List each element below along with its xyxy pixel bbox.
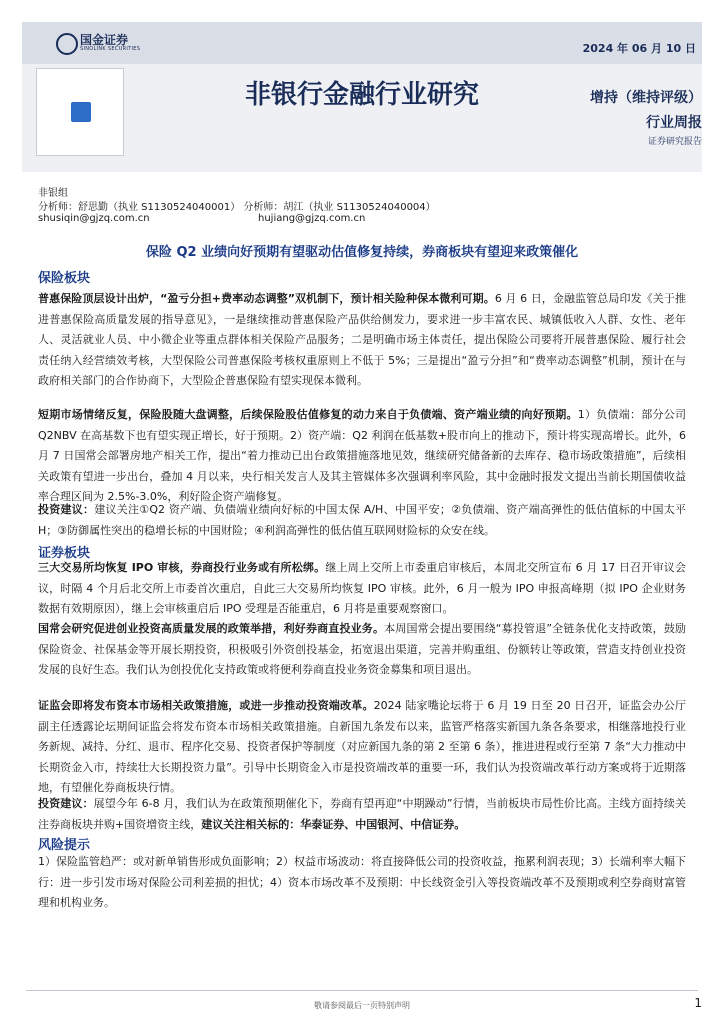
- paragraph-inclusive-insurance: [38, 289, 686, 392]
- para-bold: 投资建议：: [38, 503, 95, 516]
- para-text: 2024 陆家嘴论坛将于 6 月 19 日至 20 日召开，证监会办公厅副主任透露论坛期间证监会将发布资本市场相关政策措施。自新国九条发布以来，监管严格落实新国九条各条要求，相继落地投行业务新规、减持、分红、退市、程序化交易、投资者保护等制度（对应新国九条的第 2 至第 6 条），推进进程或行至第 7 条“大力推动中长期资金入市，持续壮大长期投资力量”。引导中长期资金入市是投资端改革的重要一环，我们认为投资端改革行动方案或将于近期落地，有望催化券商板块行情。: [38, 699, 686, 794]
- para-bold: 普惠保险顶层设计出炉，“盈亏分担+费率动态调整”双机制下，预计相关险种保本微利可期。: [38, 292, 495, 305]
- paragraph-venture: [38, 619, 686, 681]
- company-name-en: SINOLINK SECURITIES: [80, 46, 141, 52]
- analyst-email-1[interactable]: shusiqin@gjzq.com.cn: [38, 213, 150, 224]
- footer-disclaimer[interactable]: 敬请参阅最后一页特别声明: [314, 1001, 410, 1010]
- para-bold: 国常会研究促进创业投资高质量发展的政策举措，利好券商直投业务。: [38, 622, 385, 635]
- paragraph-ipo: [38, 558, 686, 620]
- analyst-email-2[interactable]: hujiang@gjzq.com.cn: [258, 213, 366, 224]
- sector-group: 非银组: [38, 188, 68, 199]
- section-broker: 证券板块: [38, 546, 91, 561]
- report-subtype: 证券研究报告: [647, 137, 702, 147]
- rating: 增持（维持评级）: [590, 90, 702, 106]
- para-text: 展望今年 6-8 月，我们认为在政策预期催化下，券商有望再迎“中期躁动”行情，当前板块市局性价比高。主线方面持续关注券商板块并购+国资增资主线，: [38, 797, 686, 831]
- para-text: 建议关注①Q2 资产端、负债端业绩向好标的中国太保 A/H、中国平安；②负债端、资产端高弹性的低估值标的中国太平 H；③防御属性突出的稳增长标的中国财险；④利润高弹性的低估值互联网财险标的众安在线。: [38, 503, 687, 537]
- paragraph-broker-advice: [38, 794, 686, 835]
- report-date: 2024 年 06 月 10 日: [582, 42, 696, 55]
- paragraph-insurance-advice: [38, 500, 686, 541]
- main-headline: 保险 Q2 业绩向好预期有望驱动估值修复持续，券商板块有望迎来政策催化: [145, 245, 579, 260]
- para-text: 6 月 6 日，金融监管总局印发《关于推进普惠保险高质量发展的指导意见》，一是继续推动普惠保险产品供给侧发力，要求进一步丰富农民、城镇低收入人群、女性、老年人、灵活就业人员、中小微企业等重点群体相关保险产品服务；二是明确市场主体责任，提出保险公司要将开展普惠保险、履行社会责任纳入经营绩效考核，大型保险公司普惠保险考核权重原则上不低于 5%；三是提出“盈亏分担”和“费率动态调整”机制，预计在与政府相关部门的合作协商下，大型险企普惠保险有望实现保本微利。: [38, 292, 686, 387]
- para-text: 本周国常会提出要围绕“募投管退”全链条优化支持政策，鼓励保险资金、社保基金等开展长期投资，积极吸引外资创投基金，拓宽退出渠道，完善并购重组、份额转让等政策，营造支持创业投资发展的良好生态。我们认为创投优化支持政策或将便利券商直投业务资金募集和项目退出。: [38, 622, 687, 676]
- para-text: 继上周上交所上市委重启审核后，本周北交所宣布 6 月 17 日召开审议会议，时隔 4 个月后北交所上市委首次重启，自此三大交易所均恢复 IPO 审核。此外，6 月一般为 IPO 申报高峰期（拟 IPO 企业财务数据有效期原因），继上会审核重启后 IPO 受理是否能重启，6 月将是重要观察窗口。: [38, 561, 686, 615]
- report-title: 非银行金融行业研究: [244, 80, 479, 110]
- page-number: 1: [694, 996, 702, 1010]
- company-logo-icon: [56, 33, 78, 55]
- footer-divider: [26, 990, 698, 991]
- paragraph-csrc: [38, 696, 686, 799]
- paragraph-insurance-valuation: [38, 405, 686, 508]
- analyst-line: 分析师：舒思勤（执业 S1130524040001） 分析师：胡江（执业 S1130524040004）: [38, 202, 436, 213]
- para-bold-recommendation: 建议关注相关标的：华泰证券、中国银河、中信证券。: [201, 817, 466, 831]
- report-type: 行业周报: [646, 115, 702, 131]
- company-name: 国金证券: [80, 33, 129, 47]
- para-bold: 证监会即将发布资本市场相关政策措施，或进一步推动投资端改革。: [38, 699, 374, 712]
- paragraph-risk: 1）保险监管趋严：或对新单销售形成负面影响；2）权益市场波动：将直接降低公司的投资收益，拖累利润表现；3）长端利率大幅下行：进一步引发市场对保险公司利差损的担忧；4）资本市场改革不及预期：中长线资金引入等投资端改革不及预期或利空券商财富管理和机构业务。: [38, 855, 686, 909]
- section-risk: 风险提示: [38, 838, 91, 853]
- para-bold: 投资建议：: [38, 797, 94, 810]
- para-text: 1）负债端：部分公司 Q2NBV 在高基数下也有望实现正增长，好于预期。2）资产端：Q2 利润在低基数+股市向上的推动下，预计将实现高增长。此外，6 月 7 日国常会部署房地产相关工作，提出“着力推动已出台政策措施落地见效，继续研究储备新的去库存、稳市场政策措施”，后续相关政策有望进一步出台，叠加 4 月以来，央行相关发言人及其主管媒体多次强调利率风险，其中金融时报发文提出当前长期国债收益率合理区间为 2.5%-3.0%，利好险企资产端修复。: [38, 408, 687, 503]
- para-bold: 三大交易所均恢复 IPO 审核，券商投行业务或有所松绑。: [38, 561, 326, 574]
- section-insurance: 保险板块: [38, 271, 91, 286]
- para-bold: 短期市场情绪反复，保险股随大盘调整，后续保险股估值修复的动力来自于负债端、资产端业绩的向好预期。: [38, 408, 578, 421]
